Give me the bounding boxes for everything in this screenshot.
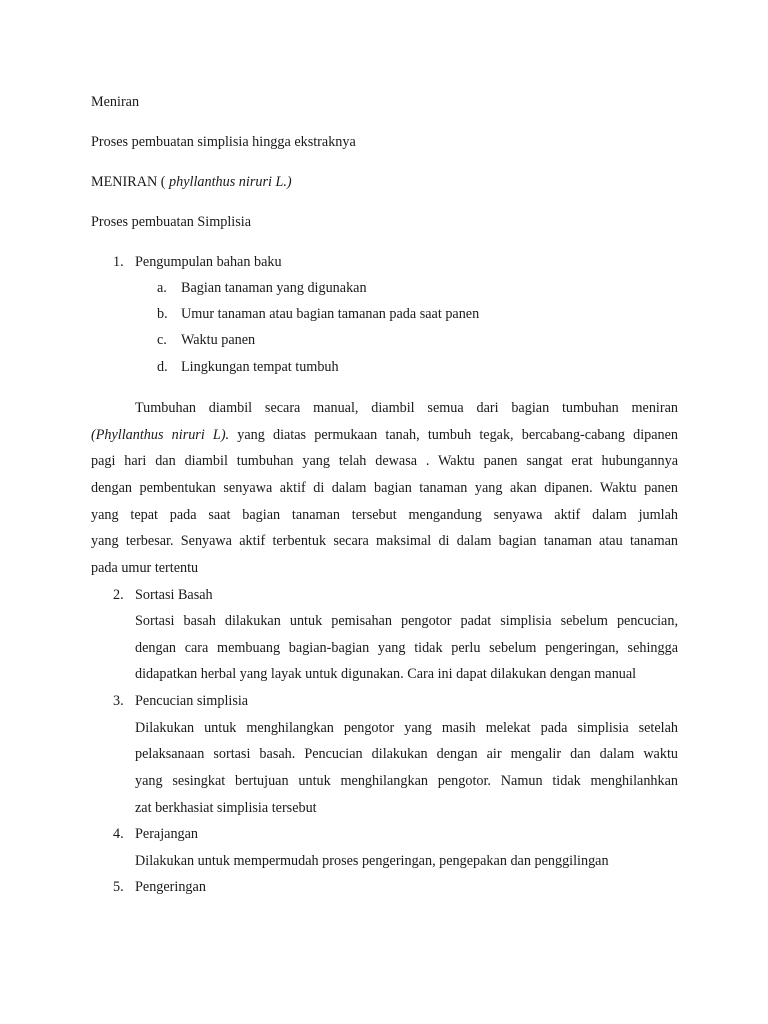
step-text-line: Dilakukan untuk menghilangkan pengotor yang masih melekat pada simplisia setelah [135, 720, 678, 736]
step-number: 3. [113, 693, 124, 709]
doc-subtitle: Proses pembuatan simplisia hingga ekstraknya [91, 134, 356, 150]
step-number: 2. [113, 587, 124, 603]
plant-latin-name: phyllanthus niruri L.) [169, 174, 292, 190]
doc-title: Meniran [91, 94, 140, 110]
subitem-letter: b. [157, 306, 168, 322]
step-number: 4. [113, 826, 124, 842]
subitem-letter: c. [157, 332, 167, 348]
step-title: Pengeringan [135, 879, 206, 895]
step-text-line: yang sesingkat bertujuan untuk menghilangkan pengotor. Namun tidak menghilanhkan [135, 773, 678, 789]
subitem-text: Bagian tanaman yang digunakan [181, 280, 367, 296]
plant-name-line [91, 173, 292, 191]
step-text-line: zat berkhasiat simplisia tersebut [135, 800, 317, 816]
step-title: Pencucian simplisia [135, 693, 249, 709]
step-text-line: dengan cara membuang bagian-bagian yang tidak perlu sebelum pengeringan, sehingga [135, 640, 678, 656]
paragraph-line: pagi hari dan diambil tumbuhan yang telah dewasa . Waktu panen sangat erat hubungannya [91, 453, 678, 469]
step-title: Sortasi Basah [135, 587, 213, 603]
plant-open-paren: ( [157, 174, 170, 190]
step-text-line: Dilakukan untuk mempermudah proses pengeringan, pengepakan dan penggilingan [135, 853, 609, 869]
paragraph-line: pada umur tertentu [91, 560, 199, 576]
latin-name: (Phyllanthus niruri L). [91, 427, 230, 443]
step-number: 1. [113, 254, 124, 270]
subitem-text: Lingkungan tempat tumbuh [181, 359, 339, 375]
step-text-line: pelaksanaan sortasi basah. Pencucian dilakukan dengan air mengalir dan dalam waktu [135, 746, 678, 762]
step-text-line: Sortasi basah dilakukan untuk pemisahan pengotor padat simplisia sebelum pencucian, [135, 613, 678, 629]
step-title: Perajangan [135, 826, 199, 842]
paragraph-line: yang tepat pada saat bagian tanaman tersebut mengandung senyawa aktif dalam jumlah [91, 507, 678, 523]
plant-name: MENIRAN [91, 174, 158, 190]
step-number: 5. [113, 879, 124, 895]
paragraph-line: yang terbesar. Senyawa aktif terbentuk secara maksimal di dalam bagian tanaman atau tanaman [91, 533, 678, 549]
subitem-text: Umur tanaman atau bagian tamanan pada saat panen [181, 306, 480, 322]
paragraph-line: Tumbuhan diambil secara manual, diambil semua dari bagian tumbuhan meniran [135, 400, 678, 416]
step-text-line: didapatkan herbal yang layak untuk digunakan. Cara ini dapat dilakukan dengan manual [135, 666, 637, 682]
subitem-letter: d. [157, 359, 168, 375]
subitem-text: Waktu panen [181, 332, 256, 348]
section-heading: Proses pembuatan Simplisia [91, 214, 251, 230]
step-title: Pengumpulan bahan baku [135, 254, 282, 270]
paragraph-line: dengan pembentukan senyawa aktif di dalam bagian tanaman yang akan dipanen. Waktu panen [91, 480, 678, 496]
subitem-letter: a. [157, 280, 167, 296]
paragraph-line: (Phyllanthus niruri L). yang diatas permukaan tanah, tumbuh tegak, bercabang-cabang dipanen [91, 427, 679, 443]
